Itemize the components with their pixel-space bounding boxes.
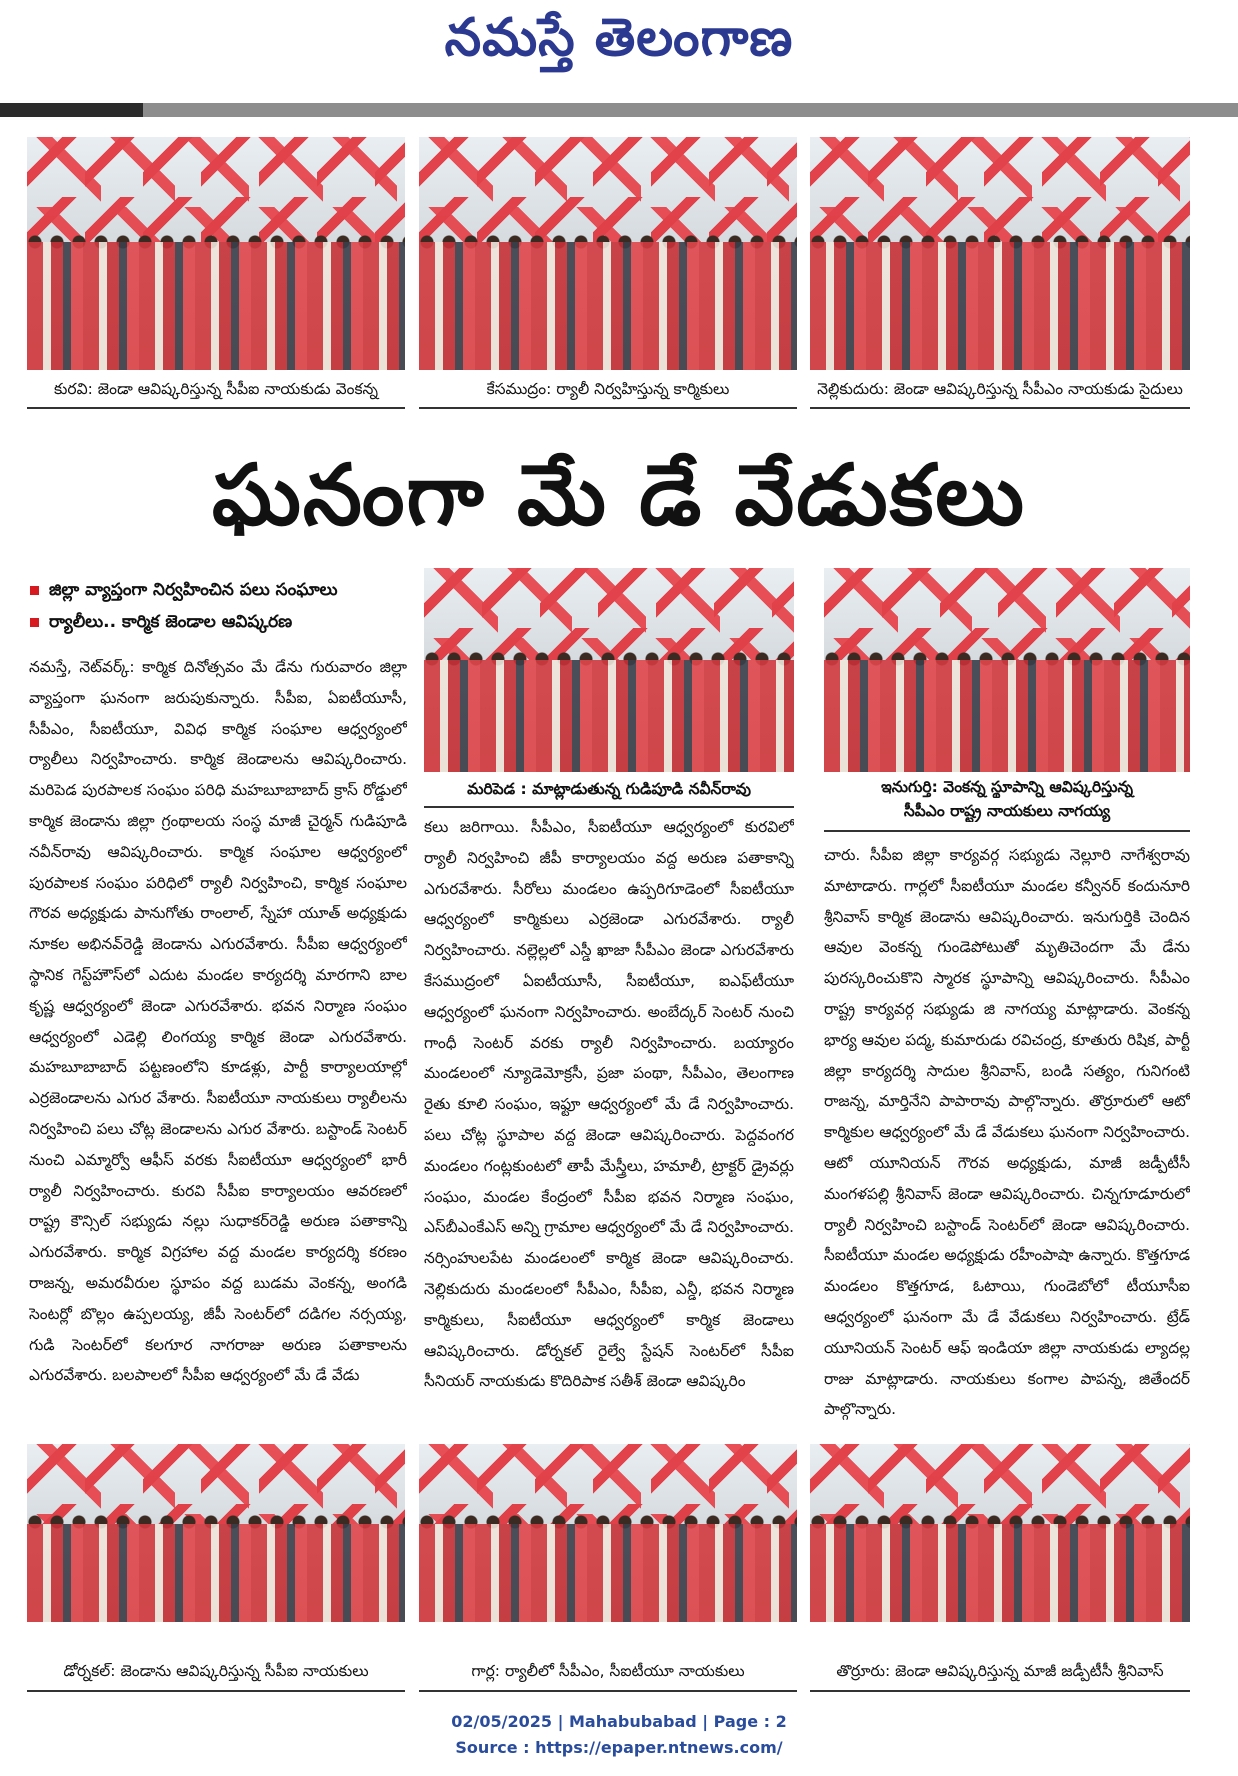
photo-inugurthi [824, 568, 1190, 772]
masthead [0, 0, 1238, 96]
photo-maripeda [424, 568, 794, 772]
photo-nellikuduru [810, 137, 1190, 370]
footer-date-edition: 02/05/2025 | Mahabubabad | Page : 2 [451, 1712, 787, 1731]
caption-rule [810, 1690, 1190, 1692]
caption-rule [27, 407, 405, 409]
caption-thorrur: తొర్రూరు: జెండా ఆవిష్కరిస్తున్న మాజీ జడ్పీటీసీ శ్రీనివాస్ [836, 1662, 1164, 1680]
article-column-3 [824, 840, 1190, 1434]
caption-rule [810, 407, 1190, 409]
caption-inugurthi-line2: సీపీఎం రాష్ట్ర నాయకులు నాగయ్య [903, 802, 1111, 820]
photo-garla [419, 1444, 797, 1622]
headline: ఘనంగా మే డే వేడుకలు [212, 446, 1026, 544]
caption-rule [824, 830, 1190, 832]
subheadings [30, 574, 420, 638]
caption-rule [419, 407, 797, 409]
photo-kuravi [27, 137, 405, 370]
article-text: కలు జరిగాయి. సీపీఎం, సీఐటీయూ ఆధ్వర్యంలో కురవిలో ర్యాలీ నిర్వహించి జీపీ కార్యాలయం వద్ద అరుణ పతాకాన్ని ఎగురవేశారు. సీరోలు మండలం ఉప్పరిగూడెంలో సీఐటీయూ ఆధ్వర్యంలో కార్మికులు ఎర్రజెండా ఎగురవేశారు. ర్యాలీ నిర్వహించారు. నల్లెల్లలో ఎస్డీ ఖాజా సీపీఎం జెండా ఎగురవేశారు కేసముద్రంలో ఏఐటీయూసీ, సీఐటీయూ, ఐఎఫ్‌టీయూ ఆధ్వర్యంలో ఘనంగా నిర్వహించారు. అంబేద్కర్ సెంటర్ నుంచి గాంధీ సెంటర్ వరకు ర్యాలీ నిర్వహించారు. బయ్యారం మండలంలో న్యూడెమోక్రసీ, ప్రజా పంథా, సీపీఎం, తెలంగాణ రైతు కూలి సంఘం, ఇఫ్టూ ఆధ్వర్యంలో మే డే నిర్వహించారు. పలు చోట్ల స్థూపాల వద్ద జెండా ఆవిష్కరించారు. పెద్దవంగర మండలం గంట్లకుంటలో తాపీ మేస్త్రీలు, హమాలీ, ట్రాక్టర్ డ్రైవర్లు సంఘం, మండల కేంద్రంలో సీపీఐ భవన నిర్మాణ సంఘం, ఎస్‌బీఎంకేఎస్ అన్ని గ్రామాల ఆధ్వర్యంలో మే డే నిర్వహించారు. నర్సింహులపేట మండలంలో కార్మిక జెండా ఆవిష్కరించారు. నెల్లికుదురు మండలంలో సీపీఎం, సీపీఐ, ఎన్డీ, భవన నిర్మాణ కార్మికులు, సీఐటీయూ ఆధ్వర్యంలో కార్మిక జెండాలు ఆవిష్కరించారు. డోర్నకల్ రైల్వే స్టేషన్ సెంటర్‌లో సీపీఐ సీనియర్ నాయకుడు కొదిరిపాక సతీశ్ జెండా ఆవిష్కరిం [424, 818, 794, 1391]
caption-rule [424, 806, 794, 808]
footer-source: Source : https://epaper.ntnews.com/ [455, 1738, 783, 1757]
caption-kuravi: కురవి: జెండా ఆవిష్కరిస్తున్న సీపీఐ నాయకుడు వెంకన్న [53, 380, 379, 398]
subheading-item: జిల్లా వ్యాప్తంగా నిర్వహించిన పలు సంఘాలు [30, 574, 420, 606]
caption-kesamudram: కేసముద్రం: ర్యాలీ నిర్వహిస్తున్న కార్మికులు [486, 380, 730, 398]
subheading-item: ర్యాలీలు.. కార్మిక జెండాల ఆవిష్కరణ [30, 606, 420, 638]
caption-nellikuduru: నెల్లికుదురు: జెండా ఆవిష్కరిస్తున్న సీపీఎం నాయకుడు సైదులు [817, 380, 1183, 398]
masthead-rule-dark [0, 103, 143, 117]
caption-inugurthi-line1: ఇనుగుర్తి: వెంకన్న స్థూపాన్ని ఆవిష్కరిస్తున్న [881, 778, 1133, 796]
caption-garla: గార్ల: ర్యాలీలో సీపీఎం, సీఐటీయూ నాయకులు [471, 1662, 745, 1680]
article-column-1 [29, 652, 407, 1434]
caption-rule [419, 1690, 797, 1692]
caption-dornakal: డోర్నకల్: జెండాను ఆవిష్కరిస్తున్న సీపీఐ నాయకులు [63, 1662, 369, 1680]
masthead-rule-grey [143, 103, 1238, 117]
caption-rule [27, 1690, 405, 1692]
photo-thorrur [810, 1444, 1190, 1622]
article-text: నమస్తే, నెట్‌వర్క్: కార్మిక దినోత్సవం మే డేను గురువారం జిల్లా వ్యాప్తంగా ఘనంగా జరుపుకున్నారు. సీపీఐ, ఏఐటీయూసీ, సీపీఎం, సీఐటీయూ, వివిధ కార్మిక సంఘాల ఆధ్వర్యంలో ర్యాలీలు నిర్వహించారు. కార్మిక జెండాలను ఆవిష్కరించారు. మరిపెడ పురపాలక సంఘం పరిధి మహబూబాబాద్ క్రాస్ రోడ్డులో కార్మిక జెండాను జిల్లా గ్రంథాలయ సంస్థ మాజీ చైర్మన్ గుడిపూడి నవీన్‌రావు ఆవిష్కరించారు. కార్మిక సంఘాల ఆధ్వర్యంలో పురపాలక సంఘం పరిధిలో ర్యాలీ నిర్వహించి, కార్మిక సంఘాల గౌరవ అధ్యక్షుడు పానుగోతు రాంలాల్, స్నేహా యూత్ అధ్యక్షుడు నూకల అభినవ్‌రెడ్డి జెండాను ఎగురవేశారు. సీపీఐ ఆధ్వర్యంలో స్థానిక గెస్ట్‌హౌస్‌లో ఎదుట మండల కార్యదర్శి మారగాని బాల కృష్ణ ఆధ్వర్యంలో జెండా ఎగురవేశారు. భవన నిర్మాణ సంఘం ఆధ్వర్యంలో ఎడెల్లి లింగయ్య కార్మిక జెండా ఎగురవేశారు. మహబూబాబాద్ పట్టణంలోని కూడళ్లు, పార్టీ కార్యాలయాల్లో ఎర్రజెండాలను ఎగుర వేశారు. సీఐటీయూ నాయకులు ర్యాలీలను నిర్వహించి పలు చోట్ల జెండాలను ఎగుర వేశారు. బస్టాండ్ సెంటర్ నుంచి ఎమ్మార్వో ఆఫీస్ వరకు సీఐటీయూ ఆధ్వర్యంలో భారీ ర్యాలీ నిర్వహించారు. కురవి సీపీఐ కార్యాలయం ఆవరణలో రాష్ట్ర కౌన్సిల్ సభ్యుడు నల్లు సుధాకర్‌రెడ్డి అరుణ పతాకాన్ని ఎగురవేశారు. కార్మిక విగ్రహాల వద్ద మండల కార్యదర్శి కరణం రాజన్న, అమరవీరుల స్థూపం వద్ద బుడమ వెంకన్న, అంగడి సెంటర్లో బొల్లం ఉప్పలయ్య, జీపీ సెంటర్‌లో దడిగల నర్సయ్య, గుడి సెంటర్‌లో కలగూర నాగరాజు అరుణ పతాకాలను ఎగురవేశారు. బలపాలలో సీపీఐ ఆధ్వర్యంలో మే డే వేడు [29, 658, 407, 1385]
photo-dornakal [27, 1444, 405, 1622]
article-column-2 [424, 812, 794, 1434]
caption-maripeda: మరిపెడ : మాట్లాడుతున్న గుడిపూడి నవీన్‌రావు [467, 780, 751, 798]
photo-kesamudram [419, 137, 797, 370]
article-text: చారు. సీపీఐ జిల్లా కార్యవర్గ సభ్యుడు నెల్లూరి నాగేశ్వరావు మాటాడారు. గార్లలో సీఐటీయూ మండల కన్వీనర్ కందునూరి శ్రీనివాస్ కార్మిక జెండాను ఆవిష్కరించారు. ఇనుగుర్తికి చెందిన ఆవుల వెంకన్న గుండెపోటుతో మృతిచెందగా మే డేను పురస్కరించుకొని స్మారక స్థూపాన్ని ఆవిష్కరించారు. సీపీఎం రాష్ట్ర కార్యవర్గ సభ్యుడు జి నాగయ్య మాట్లాడారు. వెంకన్న భార్య ఆవుల పద్మ, కుమారుడు రవిచంద్ర, కూతురు రిషిక, పార్టీ జిల్లా కార్యదర్శి సాదుల శ్రీనివాస్, బండి సత్యం, గునిగంటి రాజన్న, మార్తినేని పాపారావు పాల్గొన్నారు. తొర్రూరులో ఆటో కార్మికుల ఆధ్వర్యంలో మే డే వేడుకలు ఘనంగా నిర్వహించారు. ఆటో యూనియన్ గౌరవ అధ్యక్షుడు, మాజీ జడ్పీటీసీ మంగళపల్లి శ్రీనివాస్ జెండా ఆవిష్కరించారు. చిన్నగూడూరులో ర్యాలీ నిర్వహించి బస్టాండ్ సెంటర్‌లో జెండా ఆవిష్కరించారు. సీఐటీయూ మండల అధ్యక్షుడు రహీంపాషా ఉన్నారు. కొత్తగూడ మండలం కొత్తగూడ, ఓటాయి, గుండెబోలో టీయూసీఐ ఆధ్వర్యంలో ఘనంగా మే డే వేడుకలు నిర్వహించారు. ట్రేడ్ యూనియన్ సెంటర్ ఆఫ్ ఇండియా జిల్లా నాయకుడు ల్యాదల్ల రాజు మాట్లాడారు. నాయకులు కంగాల పాపన్న, జితేందర్ పాల్గొన్నారు. [824, 846, 1190, 1419]
newspaper-logo: నమస్తే తెలంగాణ [444, 8, 794, 68]
